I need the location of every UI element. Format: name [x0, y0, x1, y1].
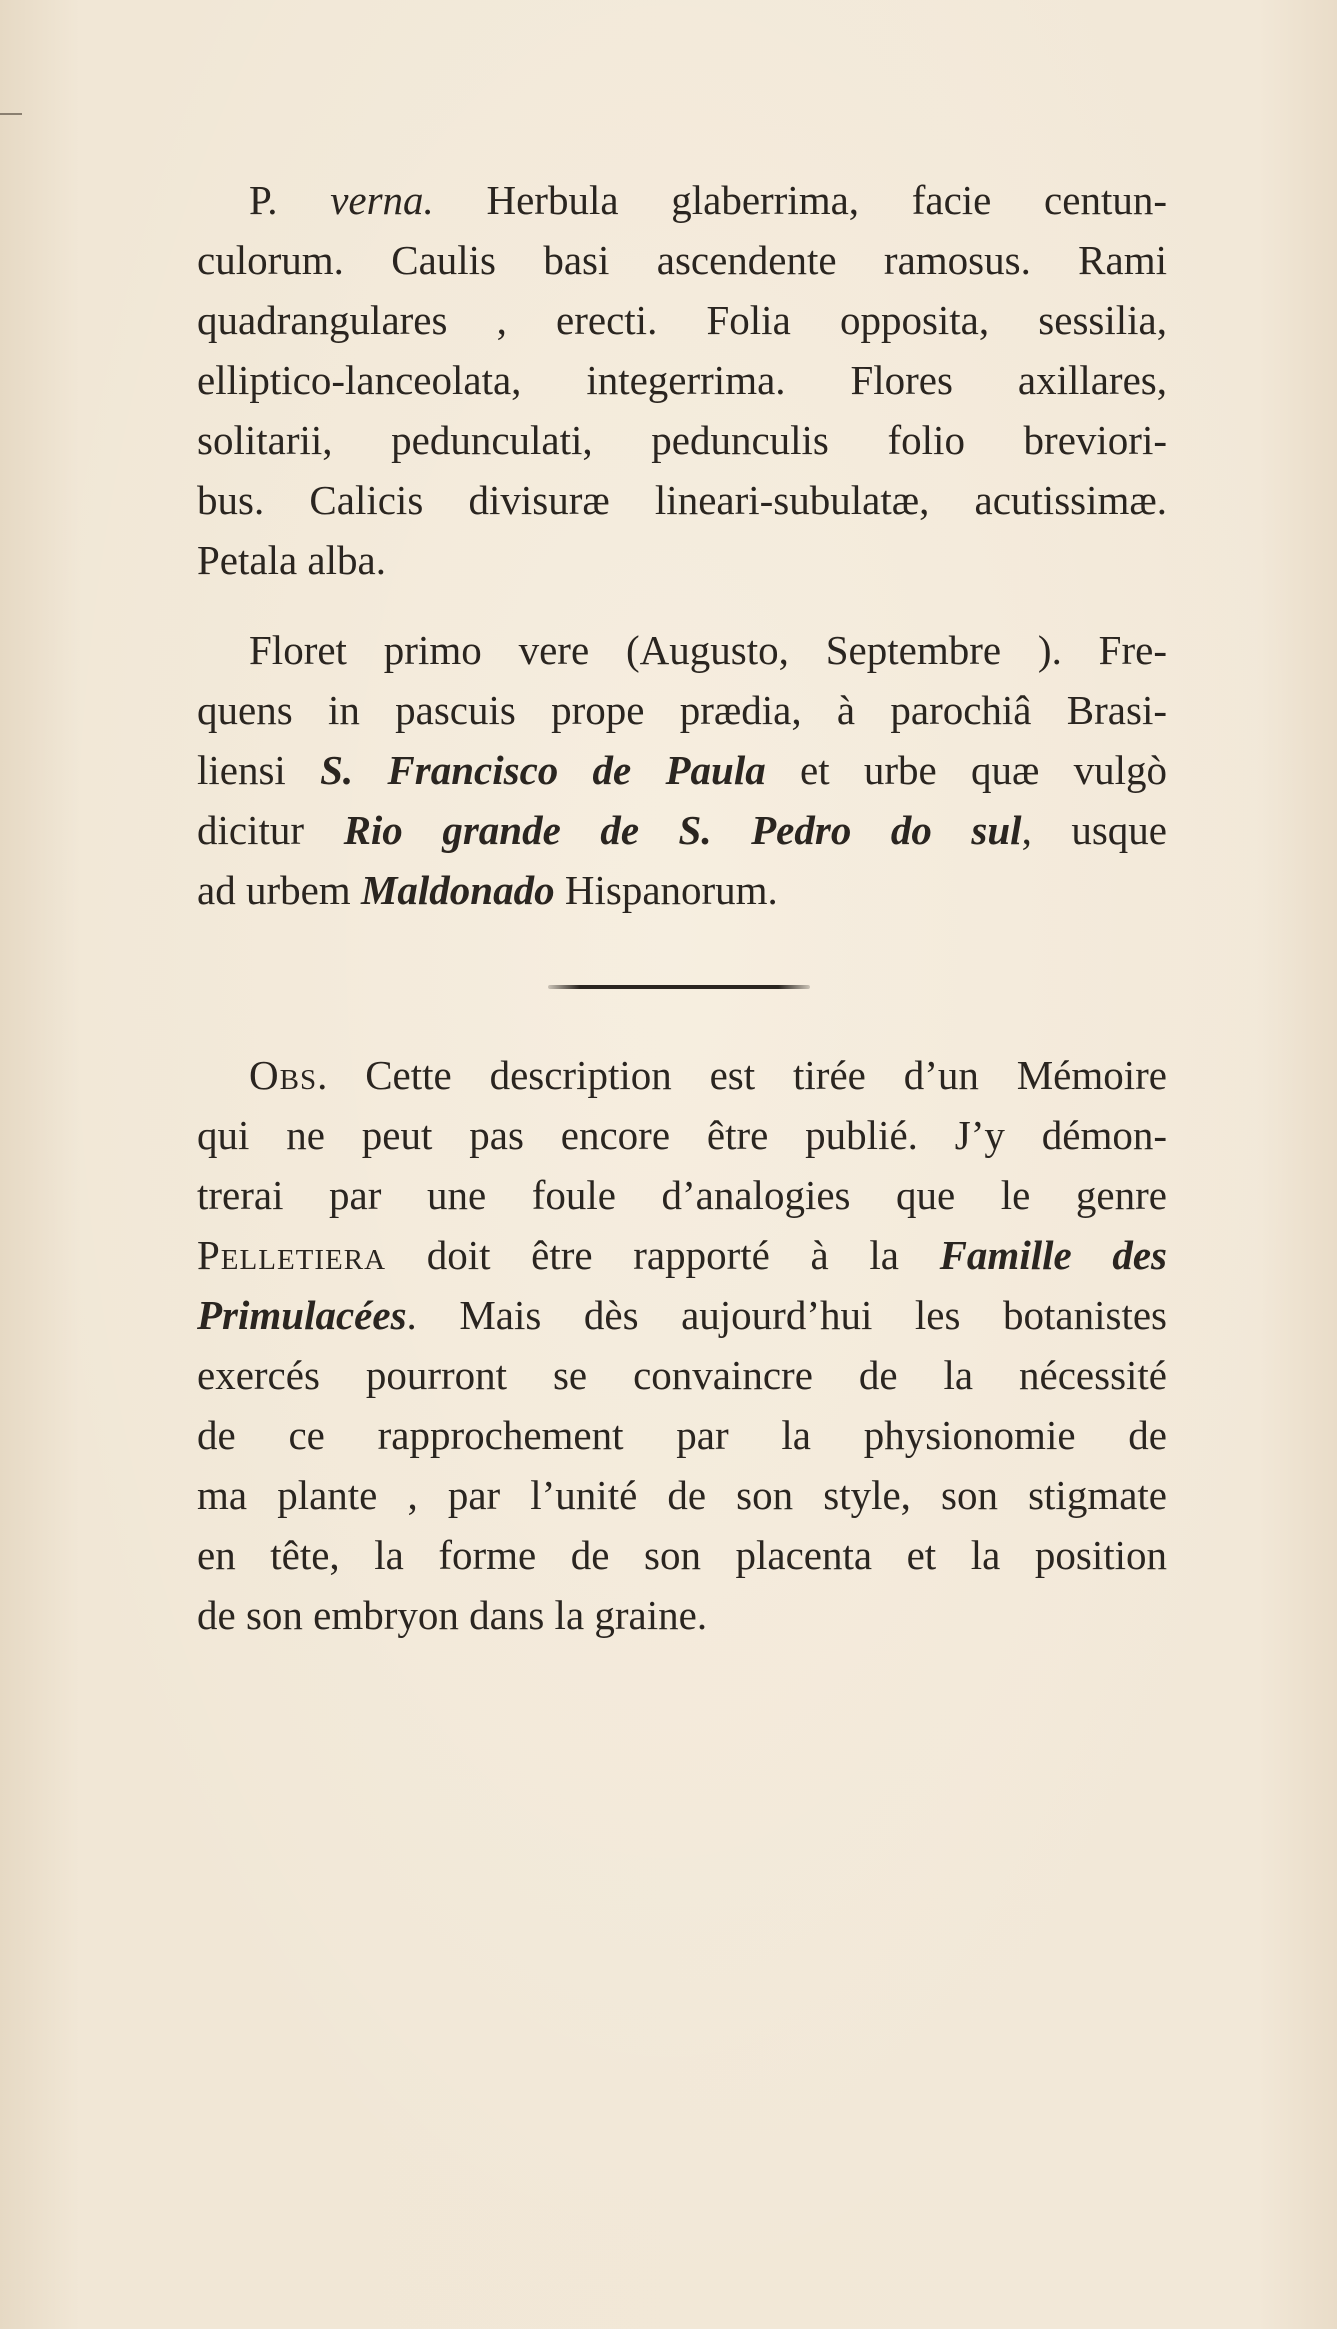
text-line: Petala alba. — [197, 537, 386, 583]
text-line: Floret primo vere (Augusto, Septembre ). Fre- — [249, 627, 1167, 673]
text-run: et urbe quæ vulgò — [765, 747, 1167, 793]
place-name: S. Francisco de Paula — [320, 747, 766, 793]
species-description-paragraph — [197, 170, 1167, 590]
text-line: quadrangulares , erecti. Folia opposita, sessilia, — [197, 297, 1167, 343]
text-line: quens in pascuis prope prædia, à parochiâ Brasi- — [197, 687, 1167, 733]
page-edge-mark — [0, 113, 22, 115]
text-line — [197, 1285, 1167, 1345]
text-run: liensi — [197, 747, 321, 793]
text-line: de ce rapprochement par la physionomie de — [197, 1412, 1167, 1458]
text-line: qui ne peut pas encore être publié. J’y démon- — [197, 1112, 1167, 1158]
text-line: culorum. Caulis basi ascendente ramosus. Rami — [197, 237, 1167, 283]
text-run: ad urbem — [197, 867, 361, 913]
place-name: Rio grande de S. Pedro do sul — [343, 807, 1022, 853]
text-line — [197, 860, 1167, 920]
family-name: Famille des — [939, 1232, 1167, 1278]
text-run: . Cette description est tirée d’un Mémoire — [317, 1052, 1167, 1098]
habitat-paragraph — [197, 620, 1167, 920]
species-abbrev: P. — [249, 177, 331, 223]
text-run: doit être rapporté à la — [386, 1232, 940, 1278]
obs-label: Obs — [249, 1052, 318, 1098]
text-line — [197, 740, 1167, 800]
text-run: Herbula glaberrima, facie centun- — [433, 177, 1167, 223]
place-name: Maldonado — [360, 867, 555, 913]
text-line: elliptico-lanceolata, integerrima. Flores axillares, — [197, 357, 1167, 403]
text-run: dicitur — [197, 807, 344, 853]
species-epithet: verna. — [330, 177, 434, 223]
observation-paragraph — [197, 1045, 1167, 1645]
family-name: Primulacées — [197, 1292, 407, 1338]
text-run: Hispanorum. — [554, 867, 778, 913]
text-line — [197, 1045, 1167, 1105]
text-line: de son embryon dans la graine. — [197, 1592, 708, 1638]
section-divider — [548, 985, 810, 989]
text-line: bus. Calicis divisuræ lineari-subulatæ, acutissimæ. — [197, 477, 1167, 523]
text-line: en tête, la forme de son placenta et la position — [197, 1532, 1167, 1578]
text-line: exercés pourront se convaincre de la nécessité — [197, 1352, 1167, 1398]
text-line: trerai par une foule d’analogies que le genre — [197, 1172, 1167, 1218]
text-run: , usque — [1021, 807, 1167, 853]
text-line — [197, 800, 1167, 860]
text-line — [197, 1225, 1167, 1285]
text-line — [197, 170, 1167, 230]
genus-name: Pelletiera — [197, 1232, 387, 1278]
text-line: solitarii, pedunculati, pedunculis folio breviori- — [197, 417, 1167, 463]
text-line: ma plante , par l’unité de son style, son stigmate — [197, 1472, 1167, 1518]
text-run: . Mais dès aujourd’hui les botanistes — [406, 1292, 1167, 1338]
